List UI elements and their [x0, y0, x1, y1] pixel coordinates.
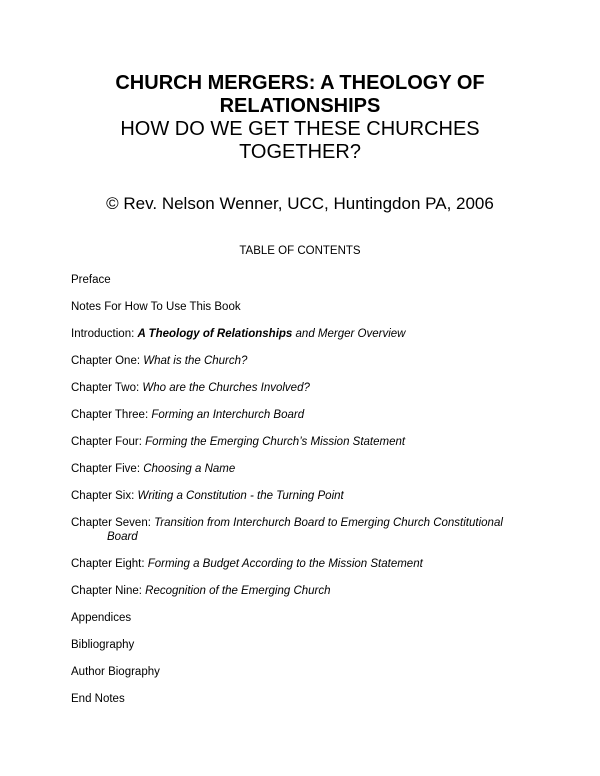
- toc-heading: TABLE OF CONTENTS: [239, 245, 361, 257]
- toc-item-prefix: Chapter Two:: [71, 382, 143, 394]
- copyright-line: © Rev. Nelson Wenner, UCC, Huntingdon PA, 2006: [106, 194, 494, 213]
- toc-item-preface: [71, 273, 541, 287]
- toc-item-prefix: Chapter One:: [71, 355, 144, 367]
- toc-item-label: Preface: [71, 274, 111, 286]
- toc-item-notes: [71, 300, 541, 314]
- toc-item-prefix: Chapter Nine:: [71, 585, 146, 597]
- toc-item-label: Notes For How To Use This Book: [71, 301, 241, 313]
- toc-item-label: Bibliography: [71, 639, 135, 651]
- toc-item-chapter-nine: [71, 584, 541, 598]
- toc-item-chapter-two: [71, 381, 541, 395]
- toc-item-prefix: Chapter Six:: [71, 490, 138, 502]
- toc-item-title: Transition from Interchurch Board to Emerging Church Constitutional: [154, 517, 503, 529]
- toc-item-title: Forming an Interchurch Board: [151, 409, 305, 421]
- toc-item-label: Appendices: [71, 612, 132, 624]
- document-title-line-2: RELATIONSHIPS: [219, 95, 381, 117]
- toc-item-appendices: [71, 611, 541, 625]
- toc-item-chapter-one: [71, 354, 541, 368]
- toc-item-label: Author Biography: [71, 666, 160, 678]
- document-title-line-1: CHURCH MERGERS: A THEOLOGY OF: [115, 72, 485, 94]
- toc-item-title: Recognition of the Emerging Church: [145, 585, 331, 597]
- toc-item-title: and Merger Overview: [292, 328, 406, 340]
- toc-item-chapter-seven: [71, 516, 541, 544]
- toc-item-title: Who are the Churches Involved?: [142, 382, 310, 394]
- document-subtitle-line-1: HOW DO WE GET THESE CHURCHES: [120, 118, 480, 140]
- toc-item-bibliography: [71, 638, 541, 652]
- toc-item-prefix: Chapter Seven:: [71, 517, 155, 529]
- toc-item-prefix: Chapter Eight:: [71, 558, 148, 570]
- toc-item-chapter-six: [71, 489, 541, 503]
- toc-item-title-continuation: Board: [107, 531, 138, 543]
- toc-item-chapter-four: [71, 435, 541, 449]
- toc-item-chapter-eight: [71, 557, 541, 571]
- toc-item-title: What is the Church?: [143, 355, 248, 367]
- toc-item-prefix: Chapter Five:: [71, 463, 144, 475]
- toc-item-prefix: Chapter Three:: [71, 409, 152, 421]
- toc-item-prefix: Introduction:: [71, 328, 138, 340]
- toc-item-chapter-three: [71, 408, 541, 422]
- toc-item-title: Forming the Emerging Church’s Mission Statement: [145, 436, 406, 448]
- toc-item-end-notes: [71, 692, 541, 706]
- toc-item-introduction: [71, 327, 541, 341]
- toc-item-title: Writing a Constitution - the Turning Point: [137, 490, 344, 502]
- toc-item-title: Choosing a Name: [143, 463, 236, 475]
- title-block: [0, 72, 600, 164]
- toc-item-label: End Notes: [71, 693, 125, 705]
- toc-item-chapter-five: [71, 462, 541, 476]
- toc-item-author-biography: [71, 665, 541, 679]
- document-subtitle-line-2: TOGETHER?: [239, 141, 361, 163]
- toc-item-title: Forming a Budget According to the Mission Statement: [147, 558, 423, 570]
- toc-item-title-bold: A Theology of Relationships: [137, 328, 293, 340]
- toc-item-prefix: Chapter Four:: [71, 436, 146, 448]
